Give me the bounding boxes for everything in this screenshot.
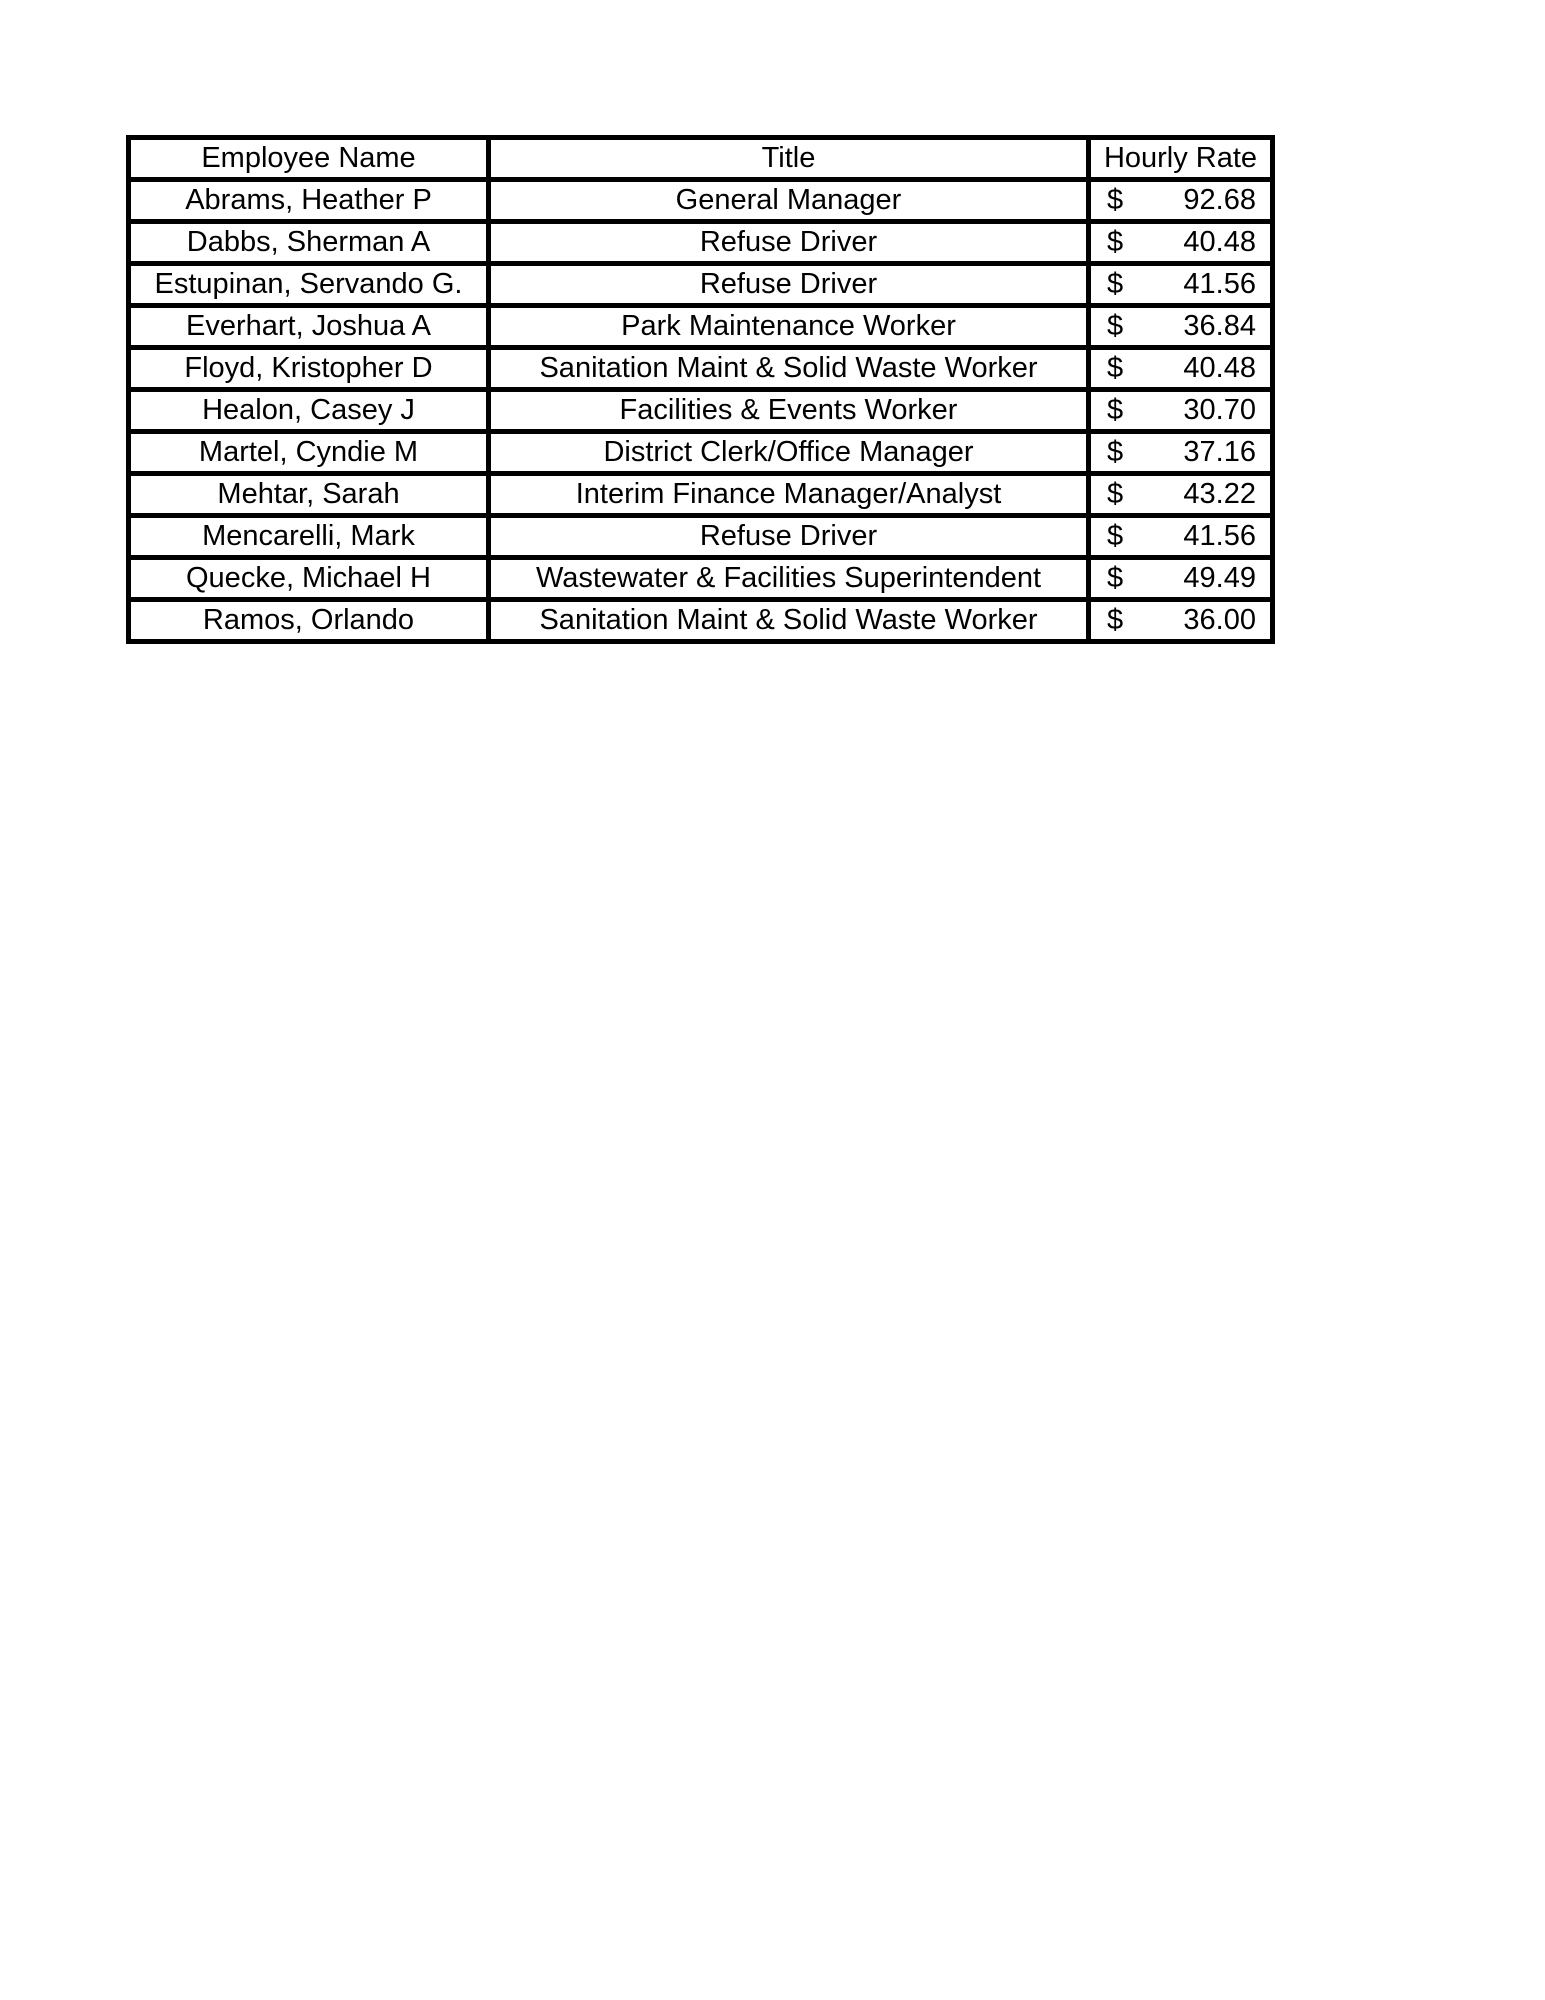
table-row [129, 516, 1273, 558]
hourly-rate-cell [1089, 306, 1273, 348]
table-row [129, 306, 1273, 348]
employee-name-cell: Mehtar, Sarah [129, 474, 489, 516]
employee-name-cell: Mencarelli, Mark [129, 516, 489, 558]
table-row [129, 390, 1273, 432]
title-cell: Refuse Driver [489, 264, 1089, 306]
hourly-rate-cell [1089, 474, 1273, 516]
hourly-rate-cell [1089, 264, 1273, 306]
rate-amount: 41.56 [1183, 520, 1256, 552]
rate-amount: 49.49 [1183, 562, 1256, 594]
title-cell: Wastewater & Facilities Superintendent [489, 558, 1089, 600]
currency-symbol: $ [1107, 226, 1124, 258]
header-employee-name: Employee Name [129, 138, 489, 180]
hourly-rate-cell [1089, 516, 1273, 558]
employee-name-cell: Estupinan, Servando G. [129, 264, 489, 306]
rate-amount: 41.56 [1183, 268, 1256, 300]
title-cell: Refuse Driver [489, 222, 1089, 264]
currency-symbol: $ [1107, 310, 1124, 342]
rate-amount: 43.22 [1183, 478, 1256, 510]
rate-amount: 36.84 [1183, 310, 1256, 342]
currency-symbol: $ [1107, 352, 1124, 384]
title-cell: District Clerk/Office Manager [489, 432, 1089, 474]
rate-amount: 36.00 [1183, 604, 1256, 636]
table-row [129, 432, 1273, 474]
title-cell: Refuse Driver [489, 516, 1089, 558]
currency-symbol: $ [1107, 562, 1124, 594]
currency-symbol: $ [1107, 184, 1124, 216]
employee-name-cell: Healon, Casey J [129, 390, 489, 432]
table-row [129, 264, 1273, 306]
hourly-rate-cell [1089, 222, 1273, 264]
table-row [129, 348, 1273, 390]
rate-amount: 40.48 [1183, 352, 1256, 384]
table-row [129, 222, 1273, 264]
employee-name-cell: Abrams, Heather P [129, 180, 489, 222]
hourly-rate-cell [1089, 348, 1273, 390]
table-row [129, 558, 1273, 600]
rate-amount: 30.70 [1183, 394, 1256, 426]
header-title: Title [489, 138, 1089, 180]
rate-amount: 40.48 [1183, 226, 1256, 258]
currency-symbol: $ [1107, 478, 1124, 510]
title-cell: General Manager [489, 180, 1089, 222]
table-row [129, 474, 1273, 516]
header-row [129, 138, 1273, 180]
employee-name-cell: Martel, Cyndie M [129, 432, 489, 474]
hourly-rate-cell [1089, 558, 1273, 600]
employee-name-cell: Floyd, Kristopher D [129, 348, 489, 390]
employee-name-cell: Ramos, Orlando [129, 600, 489, 642]
hourly-rate-cell [1089, 390, 1273, 432]
employee-name-cell: Everhart, Joshua A [129, 306, 489, 348]
title-cell: Facilities & Events Worker [489, 390, 1089, 432]
employee-name-cell: Quecke, Michael H [129, 558, 489, 600]
hourly-rate-cell [1089, 432, 1273, 474]
employee-rate-table [126, 135, 1275, 644]
hourly-rate-cell [1089, 180, 1273, 222]
title-cell: Sanitation Maint & Solid Waste Worker [489, 348, 1089, 390]
rate-amount: 37.16 [1183, 436, 1256, 468]
currency-symbol: $ [1107, 436, 1124, 468]
employee-name-cell: Dabbs, Sherman A [129, 222, 489, 264]
currency-symbol: $ [1107, 268, 1124, 300]
currency-symbol: $ [1107, 394, 1124, 426]
table-row [129, 600, 1273, 642]
title-cell: Interim Finance Manager/Analyst [489, 474, 1089, 516]
rate-amount: 92.68 [1183, 184, 1256, 216]
currency-symbol: $ [1107, 520, 1124, 552]
hourly-rate-cell [1089, 600, 1273, 642]
currency-symbol: $ [1107, 604, 1124, 636]
table-row [129, 180, 1273, 222]
header-hourly-rate: Hourly Rate [1089, 138, 1273, 180]
title-cell: Park Maintenance Worker [489, 306, 1089, 348]
title-cell: Sanitation Maint & Solid Waste Worker [489, 600, 1089, 642]
